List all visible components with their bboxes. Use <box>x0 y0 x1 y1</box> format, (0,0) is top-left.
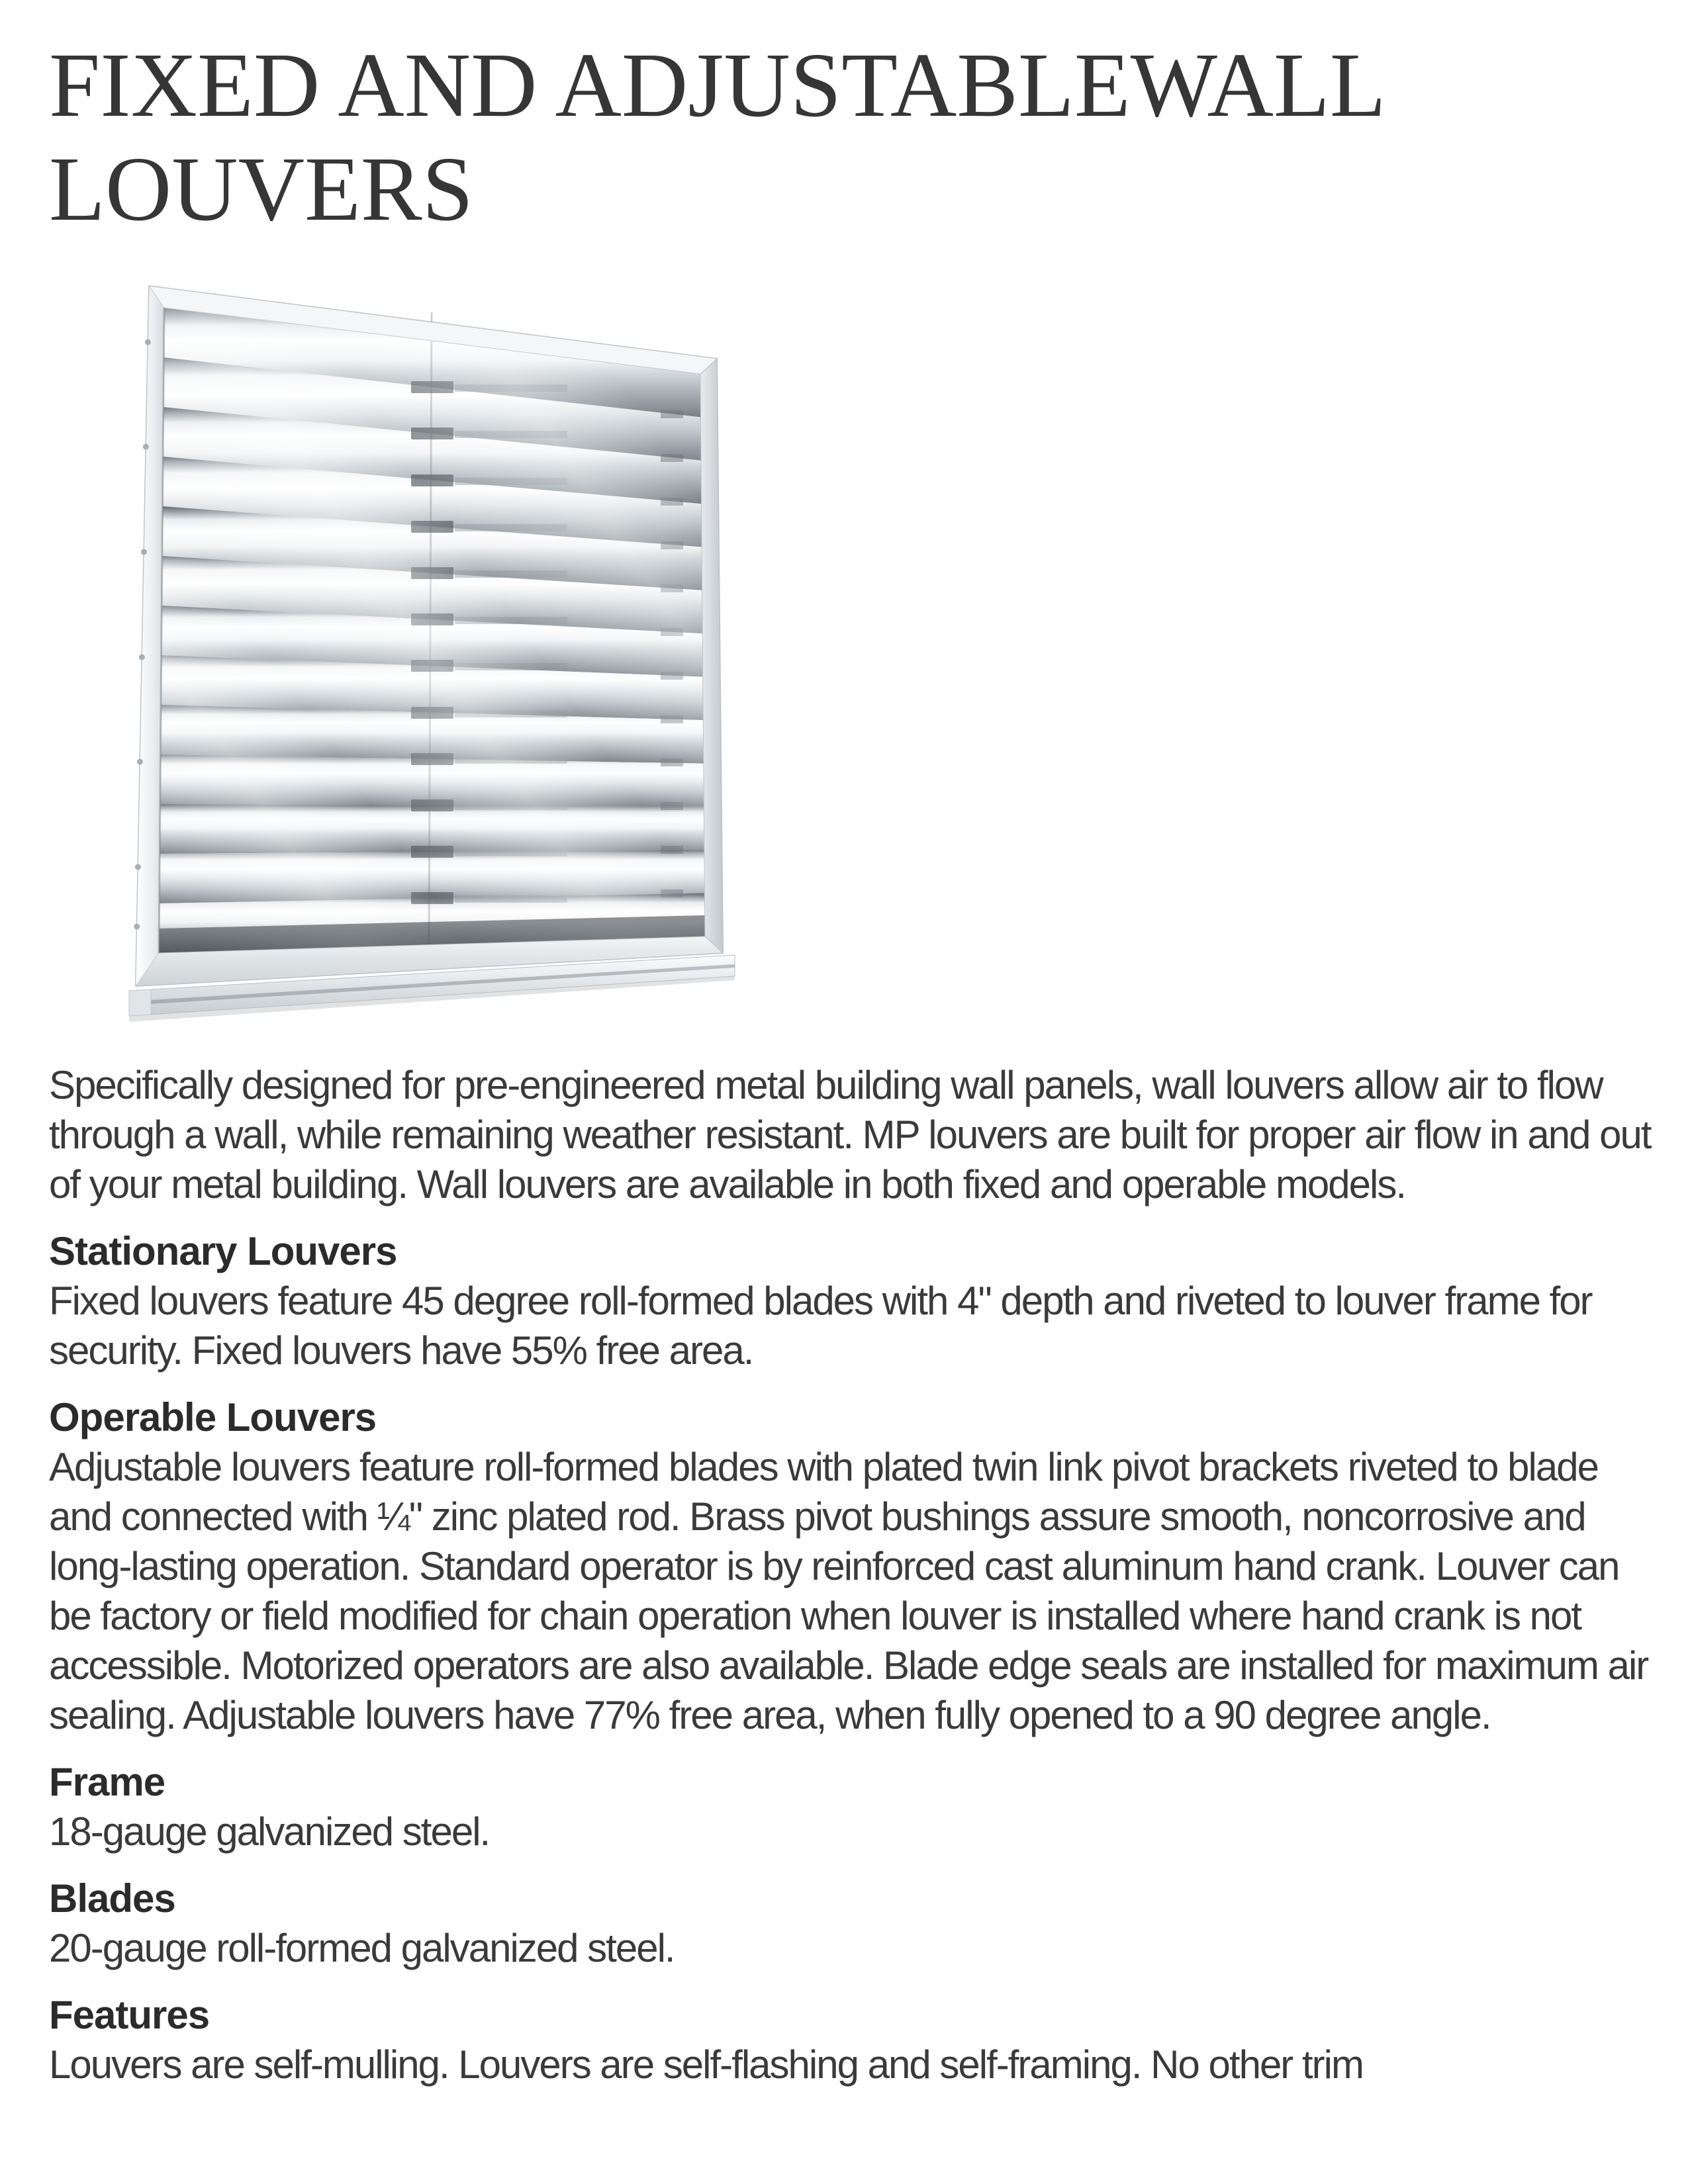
section-heading-features: Features <box>49 1993 210 2037</box>
section-heading-stationary-louvers: Stationary Louvers <box>49 1229 397 1273</box>
page-title-line-1: FIXED AND ADJUSTABLEWALL <box>49 34 1386 136</box>
body-content <box>49 1060 1658 2089</box>
section-heading-frame: Frame <box>49 1760 165 1804</box>
page-title-line-2: LOUVERS <box>49 138 473 240</box>
section-body-stationary-louvers: Fixed louvers feature 45 degree roll-formed blades with 4" depth and riveted to louver frame for security. Fixed louvers have 55% free area. <box>49 1279 1592 1373</box>
section-body-features: Louvers are self-mulling. Louvers are self-flashing and self-framing. No other trim <box>49 2042 1363 2087</box>
section-body-frame: 18-gauge galvanized steel. <box>49 1809 490 1854</box>
louver-reflection-sheen <box>159 308 705 953</box>
section-body-blades: 20-gauge roll-formed galvanized steel. <box>49 1926 675 1970</box>
section-heading-blades: Blades <box>49 1876 175 1921</box>
louver-product-image <box>99 265 768 1059</box>
louver-photo-svg <box>99 265 768 1059</box>
page-title <box>49 34 1386 242</box>
louver-sill-end-cap <box>129 989 151 1016</box>
section-heading-operable-louvers: Operable Louvers <box>49 1395 377 1439</box>
intro-paragraph: Specifically designed for pre-engineered metal building wall panels, wall louvers allow air to flow through a wall, while remaining weather resistant. MP louvers are built for proper air flow in and out of your metal building. Wall louvers are available in both fixed and operable models. <box>49 1063 1651 1206</box>
section-body-operable-louvers: Adjustable louvers feature roll-formed blades with plated twin link pivot brackets riveted to blade and connected with ¼" zinc plated rod. Brass pivot bushings assure smooth, noncorrosive and long-lasting operation. Standard operator is by reinforced cast aluminum hand crank. Louver can be factory or field modified for chain operation when louver is installed where hand crank is not accessible. Motorized operators are also available. Blade edge seals are installed for maximum air sealing. Adjustable louvers have 77% free area, when fully opened to a 90 degree angle. <box>49 1445 1648 1737</box>
